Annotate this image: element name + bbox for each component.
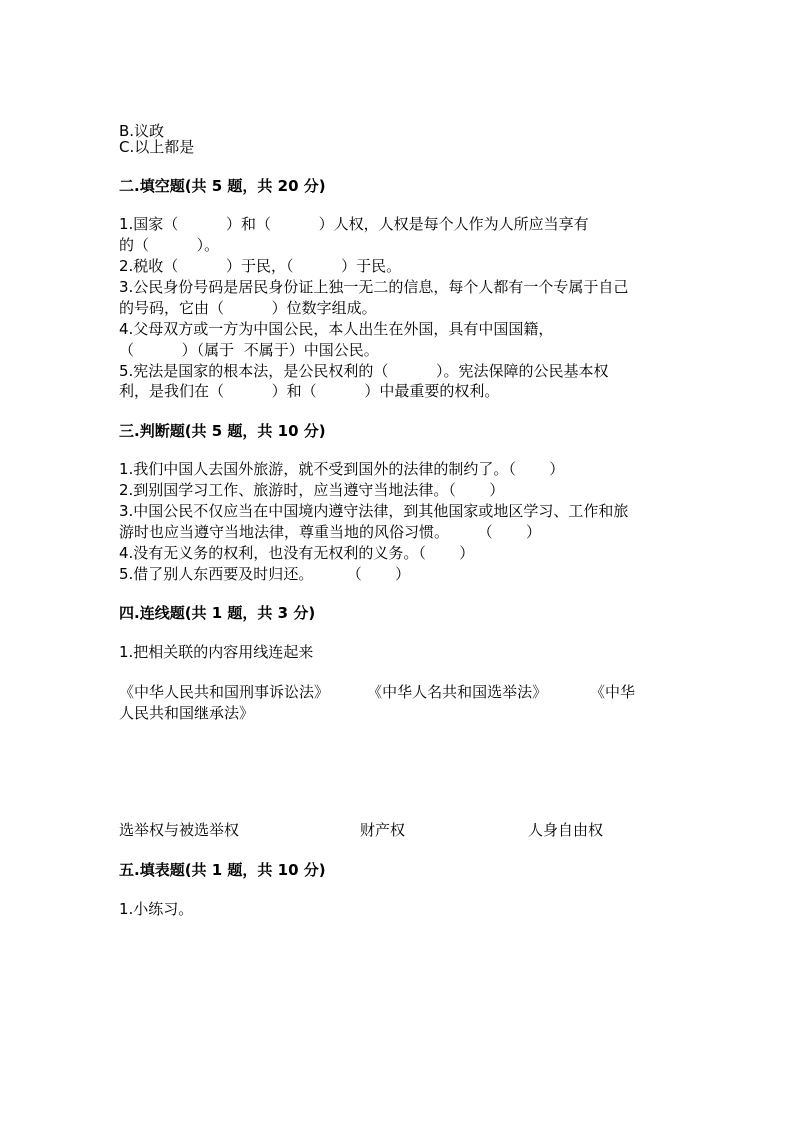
matching-heading: 四.连线题(共 1 题，共 3 分) [119, 604, 316, 622]
true-false-line: 4.没有无义务的权利，也没有无权利的义务。（ ） [119, 544, 475, 562]
fill-blank-line: 的（ ）。 [119, 236, 220, 254]
table-fill-heading: 五.填表题(共 1 题，共 10 分) [119, 861, 326, 879]
matching-top-row: 人民共和国继承法》 [119, 704, 255, 722]
fill-blank-line: 4.父母双方或一方为中国公民，本人出生在外国，具有中国国籍， [119, 320, 554, 338]
fill-blank-line: （ ）（属于 不属于）中国公民。 [119, 341, 379, 359]
matching-bottom-item: 选举权与被选举权 [119, 821, 240, 839]
fill-blank-line: 2.税收（ ）于民，（ ）于民。 [119, 257, 402, 275]
matching-bottom-item: 人身自由权 [528, 821, 604, 839]
fill-blank-line: 利，是我们在（ ）和（ ）中最重要的权利。 [119, 382, 500, 400]
fill-blank-line: 的号码，它由（ ）位数字组成。 [119, 299, 377, 317]
option-b: B.议政 [119, 122, 165, 140]
fill-blank-line: 3.公民身份号码是居民身份证上独一无二的信息，每个人都有一个专属于自己 [119, 278, 629, 296]
matching-top-row: 《中华人民共和国刑事诉讼法》 《中华人名共和国选举法》 《中华 [119, 683, 636, 701]
true-false-heading: 三.判断题(共 5 题，共 10 分) [119, 422, 326, 440]
fill-blank-line: 5.宪法是国家的根本法，是公民权利的（ ）。宪法保障的公民基本权 [119, 362, 609, 380]
matching-question: 1.把相关联的内容用线连起来 [119, 643, 314, 661]
true-false-line: 2.到别国学习工作、旅游时，应当遵守当地法律。（ ） [119, 481, 505, 499]
true-false-line: 游时也应当遵守当地法律，尊重当地的风俗习惯。 （ ） [119, 523, 541, 541]
fill-blank-heading: 二.填空题(共 5 题，共 20 分) [119, 177, 326, 195]
option-c: C.以上都是 [119, 138, 195, 156]
true-false-line: 1.我们中国人去国外旅游，就不受到国外的法律的制约了。（ ） [119, 460, 565, 478]
true-false-line: 3.中国公民不仅应当在中国境内遵守法律，到其他国家或地区学习、工作和旅 [119, 502, 629, 520]
matching-bottom-item: 财产权 [360, 821, 406, 839]
fill-blank-line: 1.国家（ ）和（ ）人权，人权是每个人作为人所应当享有 [119, 215, 589, 233]
table-fill-question: 1.小练习。 [119, 900, 194, 918]
true-false-line: 5.借了别人东西要及时归还。 （ ） [119, 565, 411, 583]
